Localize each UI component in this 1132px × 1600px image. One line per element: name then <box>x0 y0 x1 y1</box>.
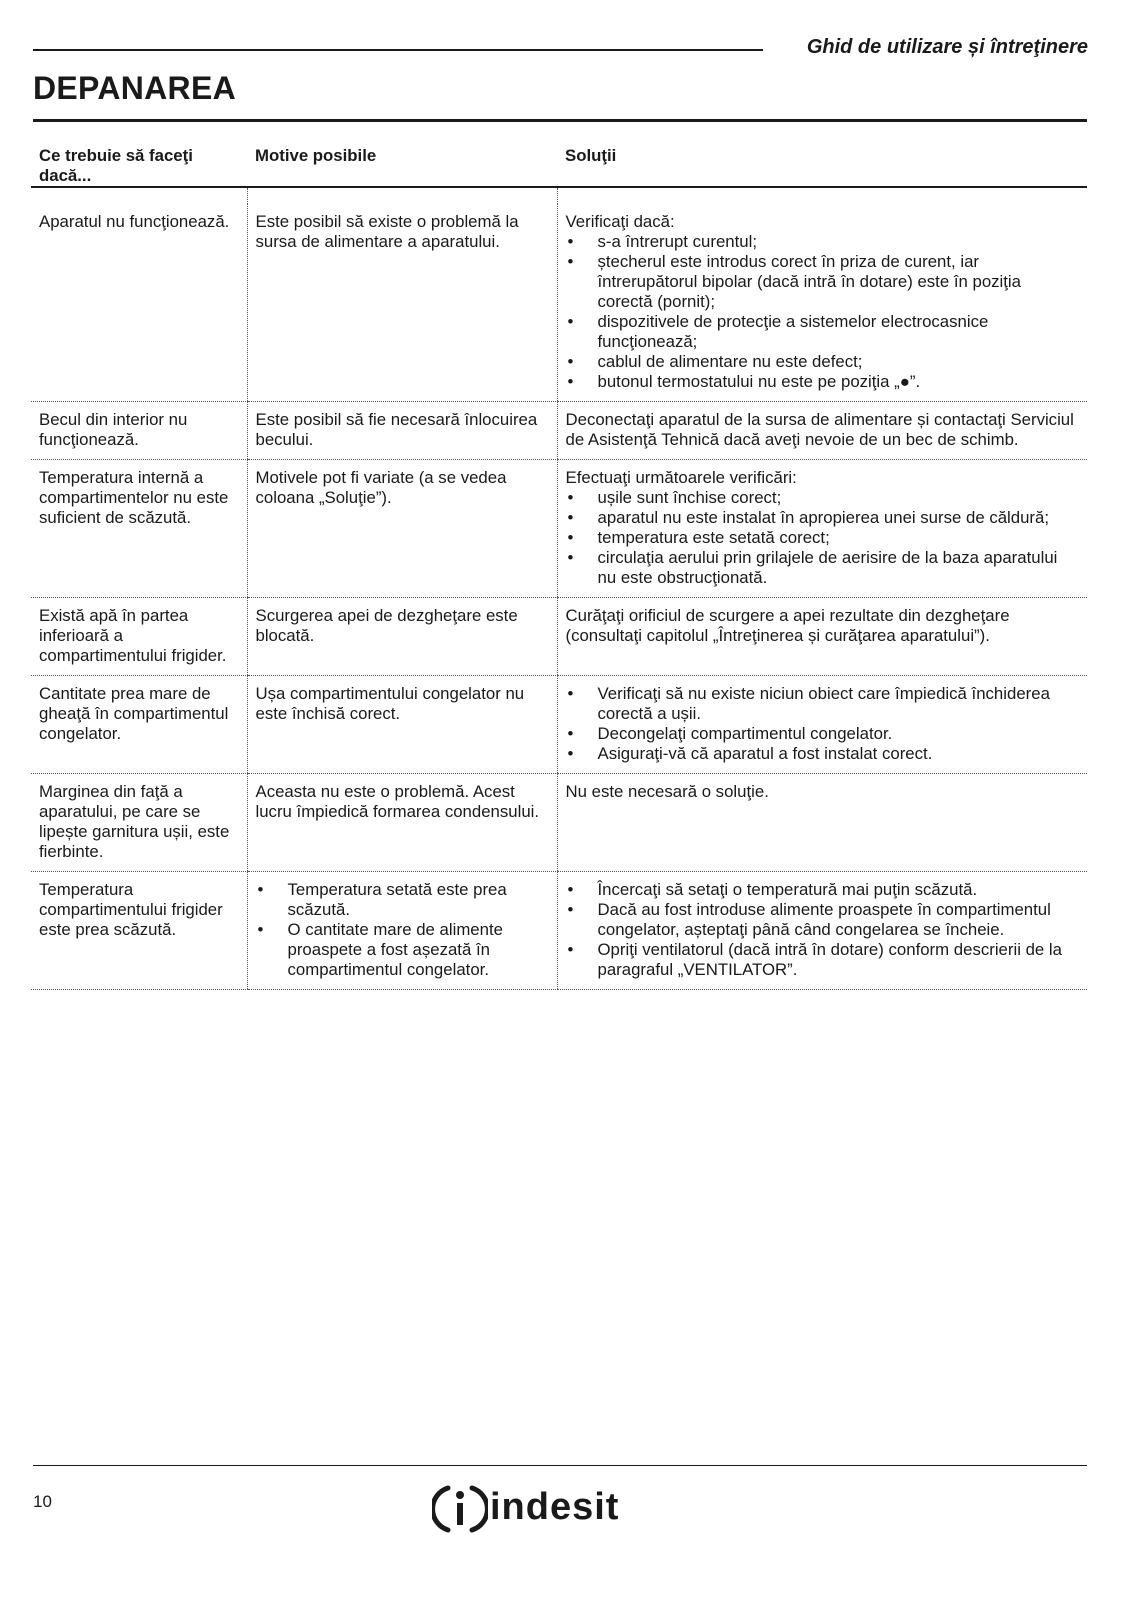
table-row <box>31 598 1087 676</box>
problem-cell: Temperatura compartimentului frigider este prea scăzută. <box>31 872 247 990</box>
list-item: • Încercaţi să setaţi o temperatură mai puţin scăzută. <box>566 880 1080 900</box>
cause-cell: Motivele pot fi variate (a se vedea coloana „Soluţie”). <box>247 460 557 598</box>
problem-cell: Temperatura internă a compartimentelor nu este suficient de scăzută. <box>31 460 247 598</box>
solution-lead: Efectuaţi următoarele verificări: <box>565 468 797 487</box>
list-item: • Temperatura setată este prea scăzută. <box>256 880 549 920</box>
list-item: • Decongelaţi compartimentul congelator. <box>566 724 1080 744</box>
table-row <box>31 402 1087 460</box>
solution-cell <box>557 460 1087 598</box>
list-item: • Opriţi ventilatorul (dacă intră în dotare) conform descrierii de la paragraful „VENTILATOR”. <box>566 940 1080 980</box>
solution-cell <box>557 676 1087 774</box>
list-item: • circulaţia aerului prin grilajele de aerisire de la baza aparatului nu este obstrucţionată. <box>566 548 1080 588</box>
brand-logo-icon <box>432 1478 488 1538</box>
list-item: • cablul de alimentare nu este defect; <box>566 352 1080 372</box>
cause-list <box>256 880 549 980</box>
cause-cell: Este posibil să existe o problemă la sursa de alimentare a aparatului. <box>247 204 557 402</box>
column-header-problem: Ce trebuie să faceţi dacă... <box>31 140 247 187</box>
brand-name: indesit <box>490 1486 620 1528</box>
solution-list <box>566 232 1080 392</box>
table-row <box>31 204 1087 402</box>
page-number: 10 <box>33 1492 52 1511</box>
list-item: • Verificaţi să nu existe niciun obiect care împiedică închiderea corectă a ușii. <box>566 684 1080 724</box>
solution-cell: Curăţaţi orificiul de scurgere a apei rezultate din dezgheţare (consultaţi capitolul „Întreţinerea și curăţarea aparatului”). <box>557 598 1087 676</box>
table-row <box>31 774 1087 872</box>
table-header-row <box>31 140 1087 187</box>
solution-cell <box>557 872 1087 990</box>
cause-cell: Aceasta nu este o problemă. Acest lucru împiedică formarea condensului. <box>247 774 557 872</box>
brand-logo <box>432 1478 672 1538</box>
list-item: • O cantitate mare de alimente proaspete a fost așezată în compartimentul congelator. <box>256 920 549 980</box>
list-item: • s-a întrerupt curentul; <box>566 232 1080 252</box>
solution-list <box>566 880 1080 980</box>
list-item: • dispozitivele de protecţie a sistemelor electrocasnice funcţionează; <box>566 312 1080 352</box>
solution-list <box>566 684 1080 764</box>
solution-lead: Verificaţi dacă: <box>565 212 675 231</box>
table-row <box>31 676 1087 774</box>
problem-cell: Marginea din faţă a aparatului, pe care se lipește garnitura ușii, este fierbinte. <box>31 774 247 872</box>
problem-cell: Becul din interior nu funcţionează. <box>31 402 247 460</box>
cause-cell: Scurgerea apei de dezgheţare este blocată. <box>247 598 557 676</box>
list-item: • Asiguraţi-vă că aparatul a fost instalat corect. <box>566 744 1080 764</box>
list-item: • temperatura este setată corect; <box>566 528 1080 548</box>
title-rule <box>33 119 1087 122</box>
list-item: • aparatul nu este instalat în apropierea unei surse de căldură; <box>566 508 1080 528</box>
column-header-causes: Motive posibile <box>247 140 557 187</box>
cause-cell <box>247 872 557 990</box>
header-rule <box>33 49 763 51</box>
page-title: DEPANAREA <box>33 70 237 106</box>
guide-title: Ghid de utilizare și întreţinere <box>806 36 1088 58</box>
column-header-solutions: Soluţii <box>557 140 1087 187</box>
solution-cell <box>557 204 1087 402</box>
problem-cell: Aparatul nu funcţionează. <box>31 204 247 402</box>
cause-cell: Ușa compartimentului congelator nu este închisă corect. <box>247 676 557 774</box>
list-item: • Dacă au fost introduse alimente proaspete în compartimentul congelator, așteptaţi până când congelarea se încheie. <box>566 900 1080 940</box>
footer-rule <box>33 1465 1087 1466</box>
header-spacer <box>31 187 1087 204</box>
solution-cell: Nu este necesară o soluţie. <box>557 774 1087 872</box>
list-item: • ștecherul este introdus corect în priza de curent, iar întrerupătorul bipolar (dacă intră în dotare) este în poziţia corectă (pornit); <box>566 252 1080 312</box>
problem-cell: Există apă în partea inferioară a compartimentului frigider. <box>31 598 247 676</box>
cause-cell: Este posibil să fie necesară înlocuirea becului. <box>247 402 557 460</box>
solution-cell: Deconectaţi aparatul de la sursa de alimentare și contactaţi Serviciul de Asistenţă Tehnică dacă aveţi nevoie de un bec de schimb. <box>557 402 1087 460</box>
list-item: • ușile sunt închise corect; <box>566 488 1080 508</box>
troubleshooting-table <box>31 140 1087 990</box>
problem-cell: Cantitate prea mare de gheaţă în compartimentul congelator. <box>31 676 247 774</box>
table-row <box>31 460 1087 598</box>
table-row <box>31 872 1087 990</box>
solution-list <box>566 488 1080 588</box>
list-item: • butonul termostatului nu este pe poziţia „●”. <box>566 372 1080 392</box>
